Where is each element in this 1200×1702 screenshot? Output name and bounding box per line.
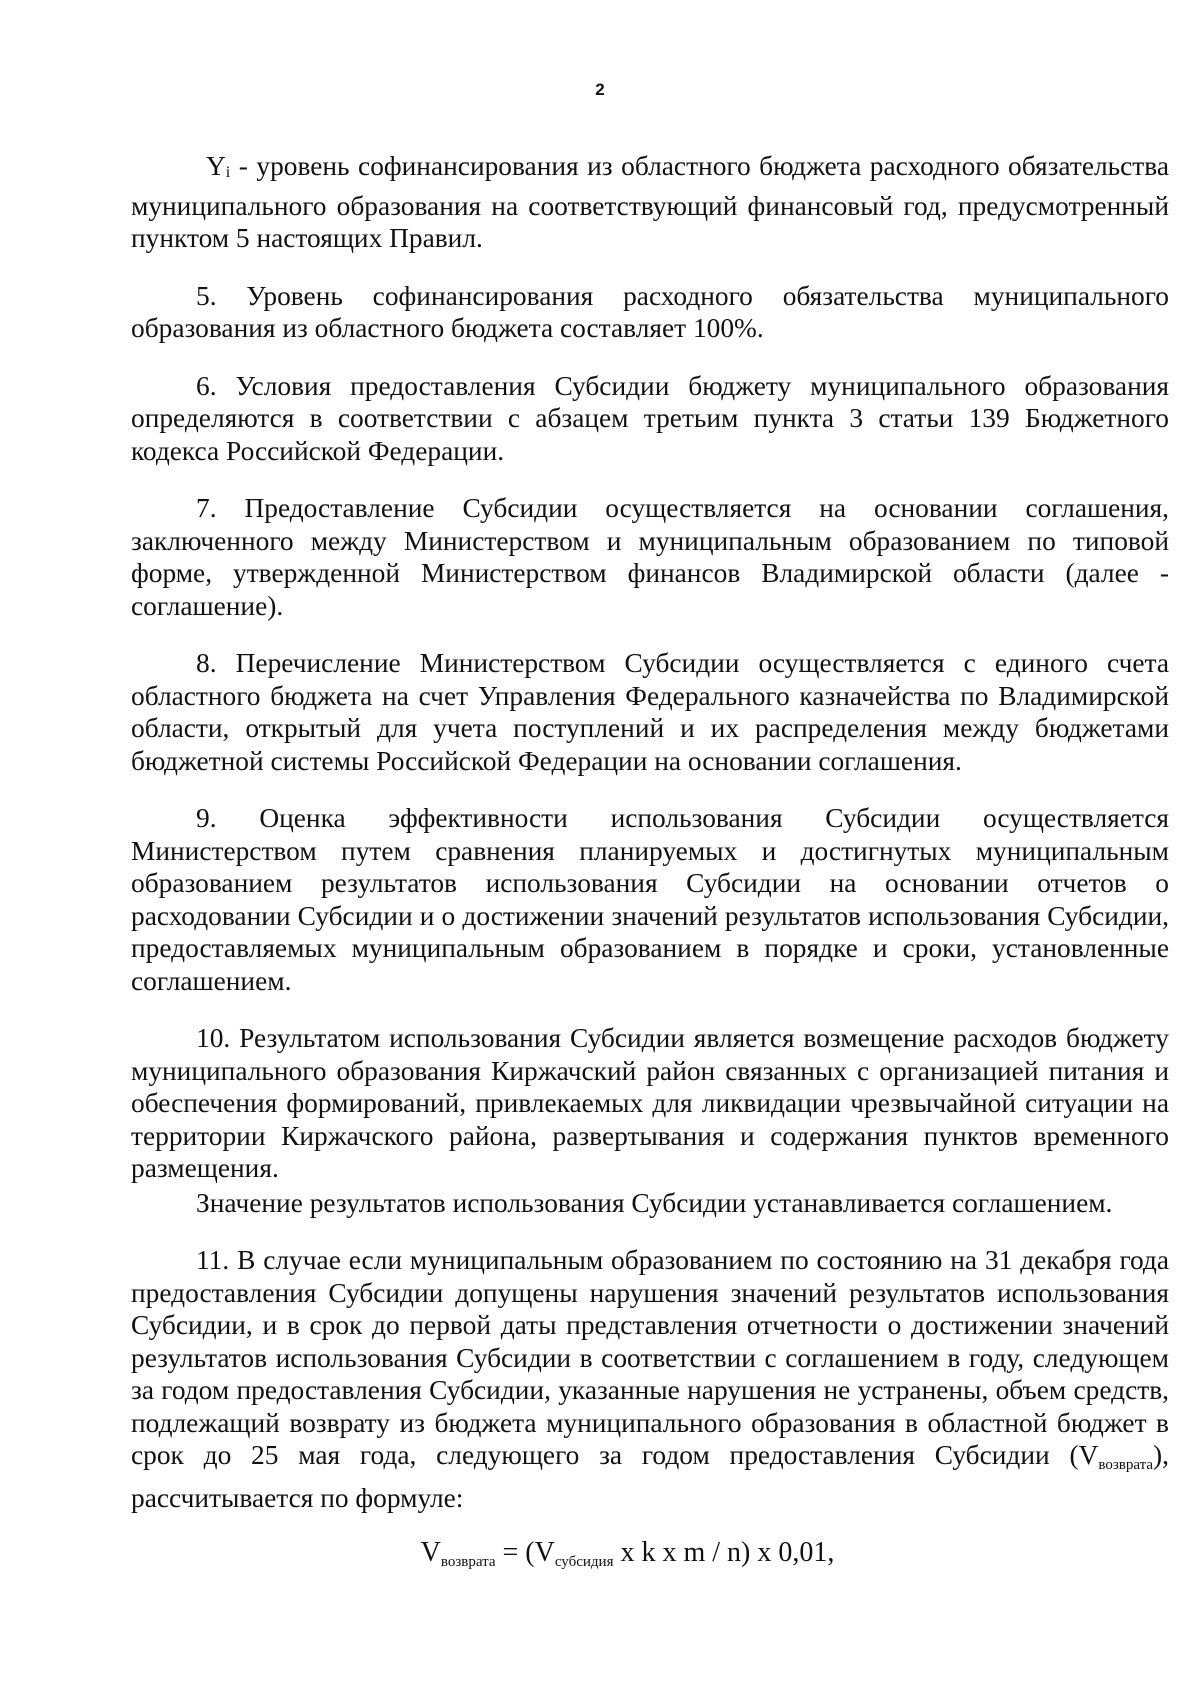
- paragraph-7: 7. Предоставление Субсидии осуществляется на основании соглашения, заключенного между Министерством и муниципальным образованием по типовой форме, утвержденной Министерством финансов Владимирской области (далее - соглашение).: [131, 493, 1169, 621]
- paragraph-8: 8. Перечисление Министерством Субсидии осуществляется с единого счета областного бюджета на счет Управления Федерального казначейства по Владимирской области, открытый для учета поступлений и их распределения между бюджетами бюджетной системы Российской Федерации на основании соглашения.: [131, 648, 1169, 776]
- page-number: 2: [595, 80, 605, 99]
- formula-rest: x k x m / n) x 0,01,: [613, 1537, 835, 1568]
- paragraph-10: 10. Результатом использования Субсидии является возмещение расходов бюджету муниципального образования Киржачский район связанных с организацией питания и обеспечения формирований, привлекаемых для ликвидации чрезвычайной ситуации на территории Киржачского района, развертывания и содержания пунктов временного размещения.: [131, 1023, 1169, 1183]
- paragraph-6: 6. Условия предоставления Субсидии бюджету муниципального образования определяются в соответствии с абзацем третьим пункта 3 статьи 139 Бюджетного кодекса Российской Федерации.: [131, 370, 1169, 466]
- v-return-subscript: возврата: [1098, 1457, 1154, 1473]
- paragraph-11-text-end: ), рассчитывается по формуле:: [131, 1440, 1169, 1513]
- paragraph-9: 9. Оценка эффективности использования Субсидии осуществляется Министерством путем сравнения планируемых и достигнутых муниципальным образованием результатов использования Субсидии на основании отчетов о расходовании Субсидии и о достижении значений результатов использования Субсидии, предоставляемых муниципальным образованием в порядке и сроки, установленные соглашением.: [131, 803, 1169, 996]
- formula-v-subsidy-subscript: субсидия: [554, 1554, 614, 1570]
- yi-subscript: i: [225, 164, 231, 181]
- paragraph-11-text: 11. В случае если муниципальным образованием по состоянию на 31 декабря года предоставления Субсидии допущены нарушения значений результатов использования Субсидии, и в срок до первой даты представления отчетности о достижении значений результатов использования Субсидии в соответствии с соглашением в году, следующем за годом предоставления Субсидии, указанные нарушения не устранены, объем средств, подлежащий возврату из бюджета муниципального образования в областной бюджет в срок до 25 мая года, следующего за годом предоставления Субсидии (V: [131, 1245, 1169, 1470]
- paragraph-10-result-value: Значение результатов использования Субсидии устанавливается соглашением.: [196, 1187, 1113, 1218]
- document-body: [131, 150, 1169, 1539]
- yi-symbol: Y: [206, 151, 226, 181]
- return-formula: [0, 1537, 1200, 1571]
- paragraph-yi-definition: [131, 150, 1169, 255]
- formula-v-symbol: V: [420, 1537, 441, 1568]
- paragraph-11: [131, 1244, 1169, 1514]
- yi-definition-text: - уровень софинансирования из областного бюджета расходного обязательства муниципального образования на соответствующий финансовый год, предусмотренный пунктом 5 настоящих Правил.: [131, 151, 1169, 253]
- paragraph-5: 5. Уровень софинансирования расходного обязательства муниципального образования из областного бюджета составляет 100%.: [131, 280, 1169, 343]
- formula-v-return-subscript: возврата: [440, 1554, 496, 1570]
- formula-equals: = (V: [495, 1537, 555, 1568]
